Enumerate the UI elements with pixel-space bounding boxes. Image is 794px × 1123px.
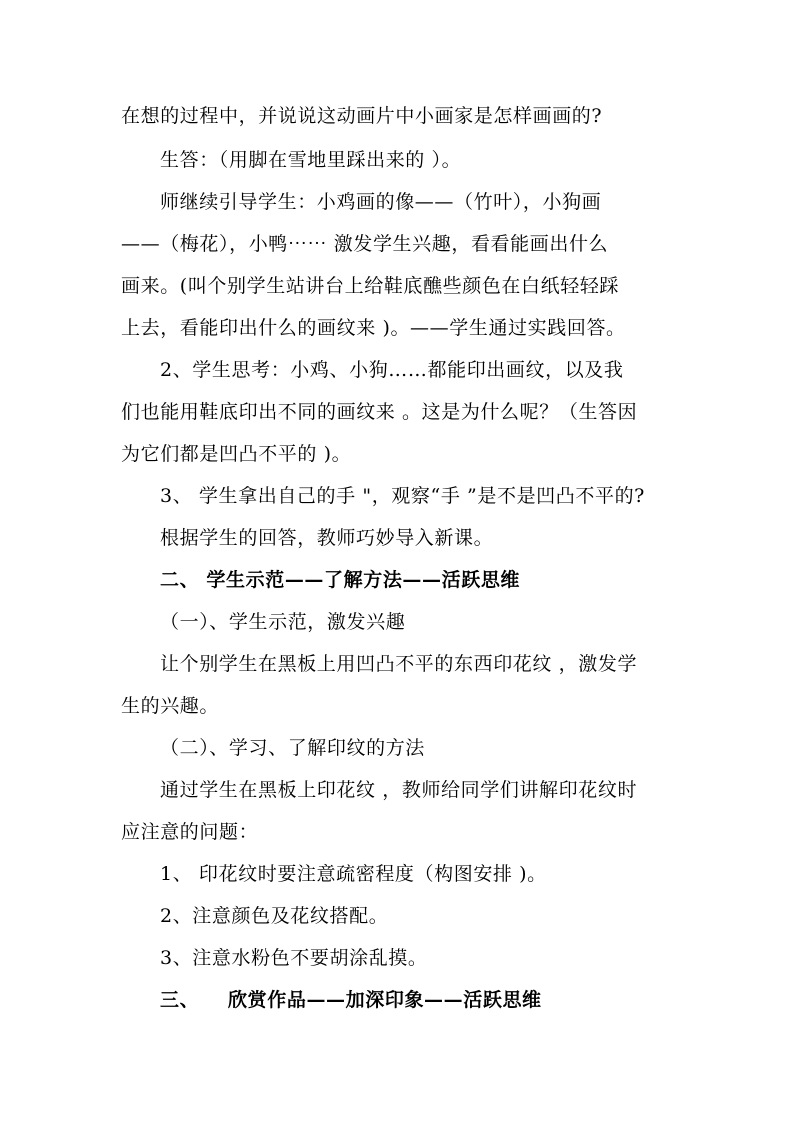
list-item: 2、注意颜色及花纹搭配。	[160, 905, 389, 927]
list-item: 3、注意水粉色不要胡涂乱摸。	[160, 947, 428, 969]
text-line: 通过学生在黑板上印花纹 ，教师给同学们讲解印花纹时	[160, 779, 638, 801]
text-line: 为它们都是凹凸不平的 )。	[121, 443, 352, 465]
text-line: 上去，看能印出什么的画纹来 )。——学生通过实践回答。	[121, 317, 626, 339]
text-line: 在想的过程中，并说说这动画片中小画家是怎样画画的?	[121, 105, 603, 127]
text-line: 根据学生的回答，教师巧妙导入新课。	[160, 527, 494, 549]
section-heading: 二、 学生示范——了解方法——活跃思维	[160, 569, 521, 591]
text-line: 画来。(叫个别学生站讲台上给鞋底醮些颜色在白纸轻轻踩	[121, 275, 620, 297]
text-line: 让个别学生在黑板上用凹凸不平的东西印花纹 ，激发学	[160, 653, 638, 675]
text-line: 生的兴趣。	[121, 695, 220, 717]
text-line: ——（梅花），小鸭⋯⋯ 激发学生兴趣，看看能画出什么	[121, 233, 609, 255]
section-heading: 三、 欣赏作品——加深印象——活跃思维	[160, 989, 542, 1011]
subsection-heading: （一）、学生示范，激发兴趣	[160, 611, 406, 633]
subsection-heading: （二）、学习、了解印纹的方法	[160, 737, 425, 759]
list-item: 1、 印花纹时要注意疏密程度（构图安排 )。	[160, 863, 547, 885]
text-line: 2、学生思考：小鸡、小狗……都能印出画纹，以及我	[160, 359, 624, 381]
text-line: 生答：（用脚在雪地里踩出来的 ）。	[160, 149, 462, 171]
text-line: 应注意的问题：	[121, 821, 259, 843]
text-line: 3、 学生拿出自己的手 "，观察“手 ”是不是凹凸不平的?	[160, 485, 645, 507]
text-line: 师继续引导学生：小鸡画的像——（竹叶），小狗画	[160, 191, 602, 213]
text-line: 们也能用鞋底印出不同的画纹来 。这是为什么呢？（生答因	[121, 401, 638, 423]
